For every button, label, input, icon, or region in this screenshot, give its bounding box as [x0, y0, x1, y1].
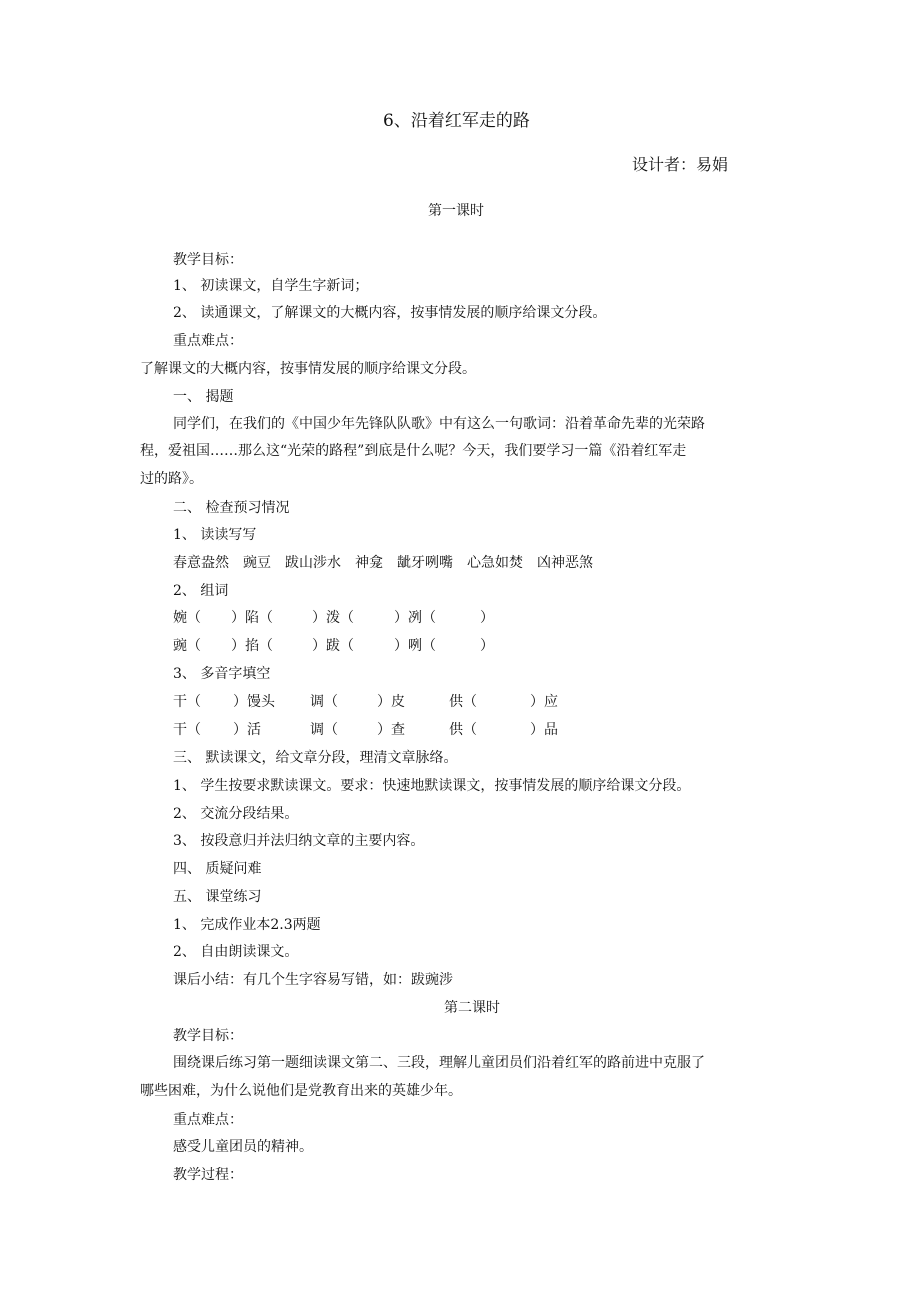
duoyin-cell: 调（	[310, 694, 338, 710]
duoyin-cell: ）品	[530, 722, 558, 738]
section-3-heading: 三、 默读课文，给文章分段，理清文章脉络。	[173, 750, 458, 766]
lesson2-goal-line-2: 哪些困难，为什么说他们是党教育出来的英雄少年。	[140, 1083, 462, 1099]
section-2-heading: 二、 检查预习情况	[173, 500, 290, 516]
duoyin-cell: ）活	[233, 722, 261, 738]
intro-paragraph-line-2: 程，爱祖国……那么这“光荣的路程”到底是什么呢？今天，我们要学习一篇《沿着红军走	[140, 443, 687, 459]
zuci-cell: ）咧（	[394, 638, 436, 654]
lesson1-summary: 课后小结：有几个生字容易写错，如：跋豌涉	[173, 972, 453, 988]
section-1-heading: 一、 揭题	[173, 389, 234, 405]
section-5-item-2: 2、 自由朗读课文。	[173, 944, 299, 960]
lesson-title: 6、沿着红军走的路	[383, 111, 530, 131]
zuci-cell: ）泼（	[312, 610, 354, 626]
lesson2-process-label: 教学过程：	[173, 1167, 243, 1183]
section-4-heading: 四、 质疑问难	[173, 861, 262, 877]
section-2-item-2: 2、 组词	[173, 583, 229, 599]
section-3-item-3: 3、 按段意归并法归纳文章的主要内容。	[173, 833, 425, 849]
duoyin-cell: ）馒头	[233, 694, 275, 710]
zuci-cell: ）	[480, 638, 494, 654]
intro-paragraph-line-3: 过的路》。	[140, 471, 203, 487]
lesson2-focus-text: 感受儿童团员的精神。	[173, 1139, 313, 1155]
zuci-cell: ）	[480, 610, 494, 626]
section-3-item-2: 2、 交流分段结果。	[173, 806, 299, 822]
designer-line: 设计者：易娟	[632, 155, 729, 174]
section-3-item-1: 1、 学生按要求默读课文。要求：快速地默读课文，按事情发展的顺序给课文分段。	[173, 778, 691, 794]
lesson2-goal-line-1: 围绕课后练习第一题细读课文第二、三段，理解儿童团员们沿着红军的路前进中克服了	[173, 1055, 705, 1071]
lesson1-focus-label: 重点难点：	[173, 333, 243, 349]
lesson1-goals-label: 教学目标：	[173, 252, 243, 268]
zuci-cell: ）陷（	[231, 610, 273, 626]
duoyin-cell: 干（	[173, 722, 201, 738]
lesson2-goals-label: 教学目标：	[173, 1028, 243, 1044]
section-2-item-1: 1、 读读写写	[173, 527, 257, 543]
section-5-item-1: 1、 完成作业本2.3两题	[173, 917, 321, 933]
duoyin-cell: ）应	[530, 694, 558, 710]
lesson1-goal-2: 2、 读通课文，了解课文的大概内容，按事情发展的顺序给课文分段。	[173, 305, 607, 321]
vocabulary-words: 春意盎然 豌豆 跋山涉水 神龛 龇牙咧嘴 心急如焚 凶神恶煞	[173, 555, 593, 571]
intro-paragraph-line-1: 同学们，在我们的《中国少年先锋队队歌》中有这么一句歌词：沿着革命先辈的光荣路	[173, 416, 705, 432]
section-2-item-3: 3、 多音字填空	[173, 666, 271, 682]
zuci-cell: ）冽（	[394, 610, 436, 626]
duoyin-cell: 调（	[310, 722, 338, 738]
zuci-cell: ）掐（	[231, 638, 273, 654]
duoyin-cell: 供（	[449, 722, 477, 738]
lesson1-goal-1: 1、 初读课文，自学生字新词；	[173, 278, 369, 294]
section-5-heading: 五、 课堂练习	[173, 889, 262, 905]
zuci-cell: 豌（	[173, 638, 201, 654]
lesson2-focus-label: 重点难点：	[173, 1112, 243, 1128]
zuci-cell: 婉（	[173, 610, 201, 626]
duoyin-cell: ）皮	[377, 694, 405, 710]
lesson1-heading: 第一课时	[428, 203, 484, 219]
duoyin-cell: 干（	[173, 694, 201, 710]
lesson1-focus-text: 了解课文的大概内容，按事情发展的顺序给课文分段。	[140, 361, 476, 377]
lesson2-heading: 第二课时	[444, 1000, 500, 1016]
zuci-cell: ）跋（	[312, 638, 354, 654]
duoyin-cell: 供（	[449, 694, 477, 710]
duoyin-cell: ）查	[377, 722, 405, 738]
